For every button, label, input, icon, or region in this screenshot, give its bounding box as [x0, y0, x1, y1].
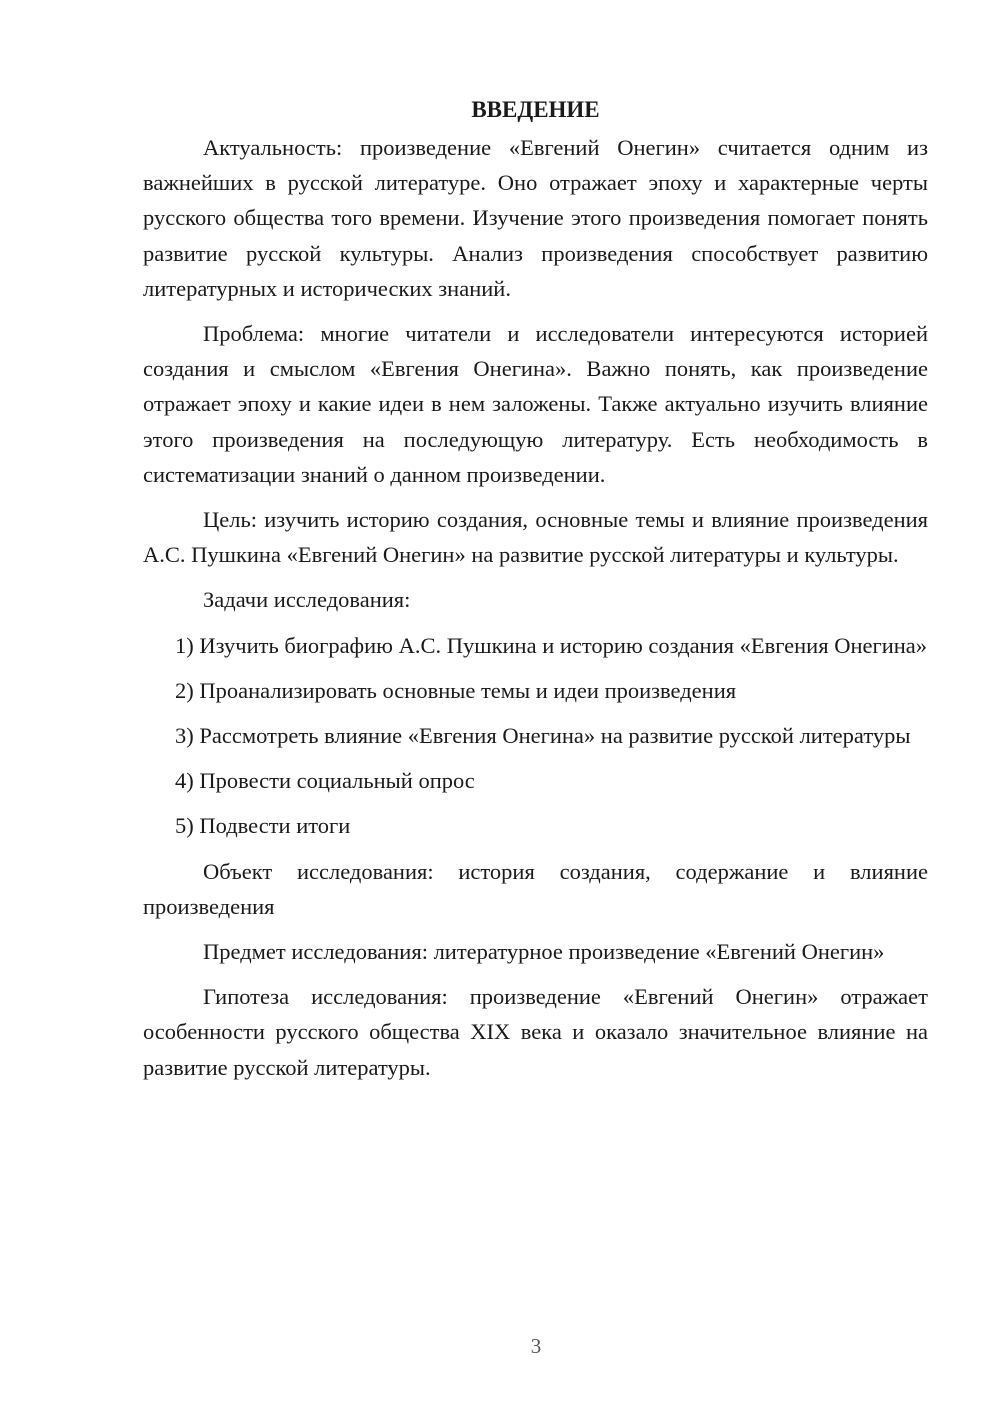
task-list-item: 2) Проанализировать основные темы и идеи произведения	[175, 677, 737, 703]
task-list-item: 5) Подвести итоги	[175, 813, 351, 839]
page-number: 3	[530, 1334, 542, 1358]
section-heading: ВВЕДЕНИЕ	[471, 97, 600, 122]
paragraph-subject: Предмет исследования: литературное произведение «Евгений Онегин»	[203, 939, 885, 965]
paragraph-hypothesis: Гипотеза исследования: произведение «Евгений Онегин» отражает особенности русского общества XIX века и оказало значительное влияние на развитие русской литературы.	[143, 984, 928, 1080]
task-list-item: 4) Провести социальный опрос	[175, 768, 475, 794]
task-list-item: 3) Рассмотреть влияние «Евгения Онегина» на развитие русской литературы	[175, 723, 911, 749]
paragraph-object: Объект исследования: история создания, содержание и влияние произведения	[143, 858, 928, 919]
paragraph-relevance: Актуальность: произведение «Евгений Онегин» считается одним из важнейших в русской литературе. Оно отражает эпоху и характерные черты русского общества того времени. Изучение этого произведения помогает понять развитие русской культуры. Анализ произведения способствует развитию литературных и исторических знаний.	[143, 135, 928, 301]
document-body	[143, 92, 928, 1095]
task-list-item: 1) Изучить биографию А.С. Пушкина и историю создания «Евгения Онегина»	[175, 632, 928, 658]
paragraph-problem: Проблема: многие читатели и исследователи интересуются историей создания и смыслом «Евгения Онегина». Важно понять, как произведение отражает эпоху и какие идеи в нем заложены. Также актуально изучить влияние этого произведения на последующую литературу. Есть необходимость в систематизации знаний о данном произведении.	[143, 321, 928, 487]
paragraph-tasks-intro: Задачи исследования:	[203, 587, 411, 613]
paragraph-goal: Цель: изучить историю создания, основные темы и влияние произведения А.С. Пушкина «Евгений Онегин» на развитие русской литературы и культуры.	[143, 507, 928, 568]
